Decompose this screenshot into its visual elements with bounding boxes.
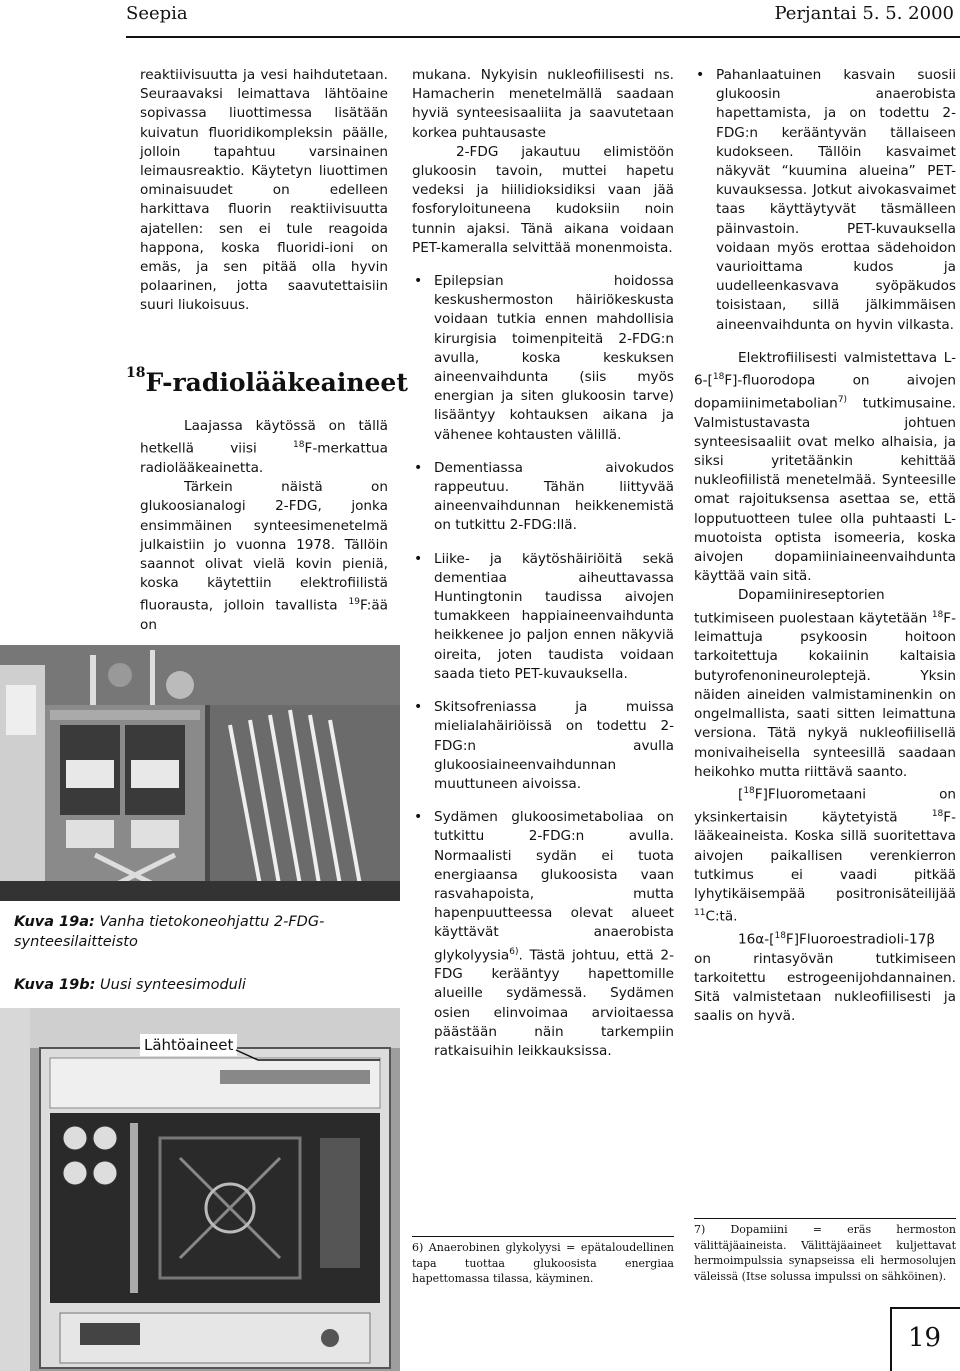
header-left: Seepia bbox=[126, 3, 188, 24]
paragraph: 2-FDG jakautuu elimistöön glukoosin tavoin, muttei hapetu vedeksi ja hiilidioksidiksi vaan jää fosforyloituneena kudoksiin noin tunnin ajaksi. Tänä aikana voidaan PET-kameralla selvittää monenmoista. bbox=[412, 143, 674, 256]
footnote-rule bbox=[412, 1236, 674, 1237]
caption-text: Uusi synteesimoduli bbox=[95, 977, 246, 993]
caption-label: Kuva 19b: bbox=[14, 977, 96, 993]
section-heading bbox=[126, 365, 408, 397]
paragraph: Elektrofiilisesti valmistettava L-6-[$^{18}$F]-fluorodopa on aivojen dopamiinimetabolian$^{7)}$ tutkimusaine. Valmistustavasta johtuen synteesisaaliit ovat melko alhaisia, ja siksi yritetäänkin kehittää nukleofiilistä menetelmää. Synteesille omat rajoituksensa asettaa se, että lopputuotteen tulee olla puhtaasti L-muotoista optista isomeeria, koska aivojen dopamiiniaineenvaihdunta käyttää vain sitä. bbox=[694, 349, 956, 585]
list-item: • Liike- ja käytöshäiriöitä sekä dementiaa aiheuttavassa Huntingtonin taudissa aivojen tumakkeen happiaineenvaihdunta heikkenee jo paljon ennen näkyviä oireita, joten taudista voidaan saada tieto PET-kuvauksella. bbox=[412, 550, 674, 684]
photo-label-starting-materials: Lähtöaineet bbox=[140, 1034, 237, 1056]
photo-new-synthesis-module bbox=[0, 1008, 400, 1371]
list-item: • Skitsofreniassa ja muissa mielialahäiriöissä on todettu 2-FDG:n avulla glukoosiaineenvaihdunnan muuttuneen aivoissa. bbox=[412, 698, 674, 794]
paragraph: mukana. Nykyisin nukleofiilisesti ns. Hamacherin menetelmällä saadaan hyviä synteesisaaliita ja saavutetaan korkea puhtausaste bbox=[412, 67, 674, 141]
heading-superscript: 18 bbox=[126, 365, 146, 381]
list-item: • Sydämen glukoosimetaboliaa on tutkittu 2-FDG:n avulla. Normaalisti sydän ei tuota energiaansa glukoosista vaan rasvahapoista, mutta hapenpuutteessa olevat alueet käyttävät anaerobista glykolyysia$^{6)}$. Tästä johtuu, että 2-FDG kerääntyy hapettomille alueille sydämessä. Sydämen osien elinvoimaa arvioitaessa päästään näin tarkempiin ratkaisuihin leikkauksissa. bbox=[412, 808, 674, 1061]
paragraph: reaktiivisuutta ja vesi haihdutetaan. Seuraavaksi leimattava lähtöaine sopivassa liuottimessa lisätään kuivatun fluoridikompleksin päälle, jolloin tapahtuu varsinainen leimausreaktio. Käytetyn liuottimen ominaisuudet on edelleen harkittava fluorin reaktiivisuutta ajatellen: sen ei tule reagoida happona, koska fluoridi-ioni on emäs, ja sen pitää olla hyvin polaarinen, jotta saavutettaisiin suuri liukoisuus. bbox=[140, 67, 388, 314]
paragraph: Laajassa käytössä on tällä hetkellä viisi $^{18}$F-merkattua radiolääkeainetta. bbox=[140, 418, 388, 476]
column-1-body bbox=[140, 417, 388, 635]
bullet-list bbox=[412, 272, 674, 1061]
list-item: • Dementiassa aivokudos rappeutuu. Tähän liittyvää aineenvaihdunnan heikkenemistä on tutkittu 2-FDG:llä. bbox=[412, 459, 674, 536]
column-1-intro bbox=[140, 66, 388, 316]
caption-label: Kuva 19a: bbox=[14, 914, 95, 930]
paragraph: [$^{18}$F]Fluorometaani on yksinkertaisin käytetyistä $^{18}$F-lääkeaineista. Koska sillä suoritettava aivojen paikallisen verenkierron tutkimus ei vaadi pitkää lyhytikäisempää positronisäteilijää $^{11}$C:tä. bbox=[694, 785, 956, 925]
footnote-rule bbox=[694, 1218, 956, 1219]
bullet-list bbox=[694, 66, 956, 335]
column-3 bbox=[694, 66, 956, 1026]
paragraph: Dopamiinireseptorien tutkimiseen puolestaan käytetään $^{18}$F-leimattuja psykoosin hoitoon tarkoitettuja kokaiinin kaltaisia butyrofenonineuroleptejä. Yksin näiden aineiden valmistaminenkin on ongelmallista, saati sitten leimattuna versiona. Tätä nykyä nukleofiilisellä monivaiheisella synteesillä saadaan heikohko mutta riittävä saanto. bbox=[694, 587, 956, 780]
page-number: 19 bbox=[908, 1323, 942, 1353]
heading-text: F-radiolääkeaineet bbox=[145, 368, 408, 397]
footnote-7: 7) Dopamiini = eräs hermoston välittäjäaineista. Välittäjäaineet kuljettavat hermoimpulssia synapseissa eli hermosolujen väleissä (Itse solussa impulssi on sähköinen). bbox=[694, 1223, 956, 1283]
caption-figure-19b bbox=[14, 975, 374, 995]
caption-figure-19a bbox=[14, 912, 374, 952]
header-date: Perjantai 5. 5. 2000 bbox=[774, 3, 954, 24]
header-section bbox=[0, 0, 960, 34]
label-pointer-line bbox=[0, 1008, 400, 1088]
caption-text: Vanha tietokoneohjattu 2-FDG-synteesilaitteisto bbox=[14, 914, 325, 950]
footnote-6: 6) Anaerobinen glykolyysi = epätaloudellinen tapa tuottaa glukoosista energiaa hapettomassa tilassa, käyminen. bbox=[412, 1241, 674, 1285]
photo-old-synthesis-equipment bbox=[0, 645, 400, 901]
page-number-box bbox=[890, 1307, 960, 1371]
list-item: • Epilepsian hoidossa keskushermoston häiriökeskusta voidaan tutkia ennen mahdollisia kirurgisia toimenpiteitä 2-FDG:n avulla, koska keskuksen aineenvaihdunta (siis myös energian ja siten glukoosin tarve) lisääntyy kohtauksen aikana ja vähenee kohtausten välillä. bbox=[412, 272, 674, 445]
list-item: • Pahanlaatuinen kasvain suosii glukoosin anaerobista hapettamista, ja on todettu 2-FDG:n kerääntyvän tällaiseen kudokseen. Tällöin kasvaimet näkyvät “kuumina alueina” PET-kuvauksessa. Jotkut aivokasvaimet taas käyttäytyvät täsmälleen päinvastoin. PET-kuvauksella voidaan myös erottaa sädehoidon vaurioittama kudos ja uudelleenkasvava syöpäkudos toisistaan, sillä jälkimmäisen aineenvaihdunta on hyvin vilkasta. bbox=[694, 66, 956, 335]
header-rule bbox=[126, 36, 960, 38]
column-2 bbox=[412, 66, 674, 1075]
paragraph: Tärkein näistä on glukoosianalogi 2-FDG, jonka ensimmäinen synteesimenetelmä julkaistiin jo vuonna 1978. Tällöin saannot olivat vielä kovin pieniä, koska käytettiin elektrofiilistä fluorausta, jolloin tavallista $^{19}$F:ää on bbox=[140, 479, 388, 634]
paragraph: 16α-[$^{18}$F]Fluoroestradioli-17β on rintasyövän tutkimiseen tarkoitettu estrogeenijohdannainen. Sitä valmistetaan nukleofiilisesti ja saalis on hyvä. bbox=[694, 930, 956, 1025]
